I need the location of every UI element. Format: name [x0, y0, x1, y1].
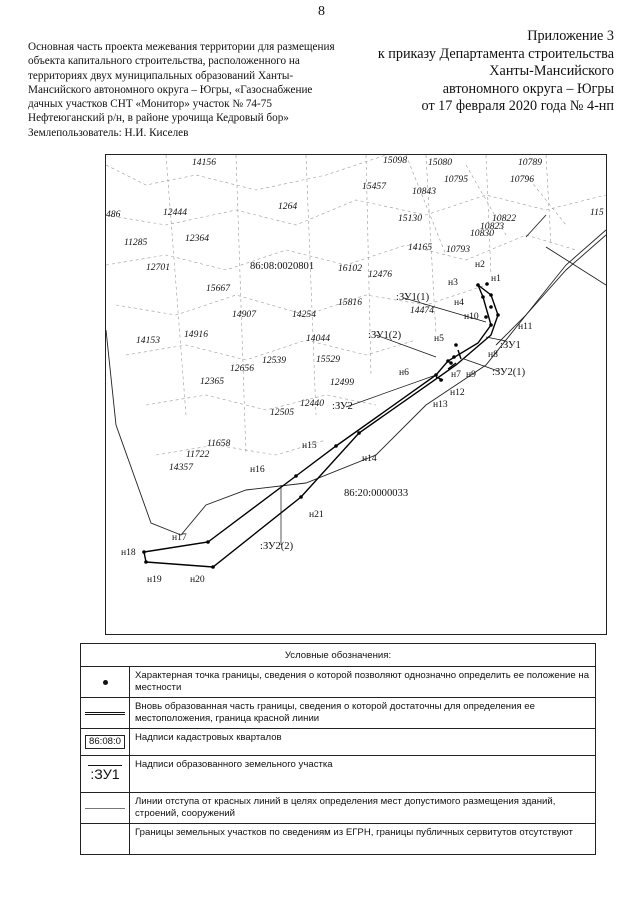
point-label: н21	[309, 509, 324, 520]
point-label: н6	[399, 367, 409, 378]
point-marker-icon	[103, 680, 108, 685]
parcel-label: 486	[106, 209, 121, 220]
land-user: Землепользователь: Н.И. Киселев	[28, 126, 189, 139]
parcel-label: 14357	[169, 462, 193, 473]
point-label: н15	[302, 440, 317, 451]
legend-text: Надписи образованного земельного участка	[135, 759, 333, 770]
point-label: н2	[475, 259, 485, 270]
double-line-icon	[85, 712, 125, 715]
point-label: н1	[491, 273, 501, 284]
legend-row	[81, 824, 595, 854]
parcel-label: 1264	[278, 201, 298, 212]
parcel-label: 10795	[444, 174, 468, 185]
parcel-label: 15457	[362, 181, 386, 192]
parcel-label: 11285	[124, 237, 148, 248]
point-label: н9	[466, 369, 476, 380]
point-label: н11	[518, 321, 533, 332]
legend-symbol	[81, 793, 130, 823]
legend-row	[81, 667, 595, 698]
parcel-label: 10830	[470, 228, 494, 239]
appendix-line: Приложение 3	[527, 28, 614, 44]
parcel-label: 10796	[510, 174, 534, 185]
parcel-label: 16102	[338, 263, 362, 274]
legend-text: Надписи кадастровых кварталов	[135, 732, 282, 743]
survey-map	[105, 154, 607, 635]
parcel-label: 12365	[200, 376, 224, 387]
point-label: н3	[448, 277, 458, 288]
point-label: н20	[190, 574, 205, 585]
parcel-label: 115	[590, 207, 604, 218]
map-legend	[80, 643, 596, 855]
intro-line: объекта капитального строительства, расположенного на	[28, 55, 300, 68]
parcel-label: 12364	[185, 233, 209, 244]
parcel-label: 14044	[306, 333, 330, 344]
point-label: н19	[147, 574, 162, 585]
appendix-line: от 17 февраля 2020 года № 4-нп	[421, 98, 614, 114]
appendix-line: к приказу Департамента строительства	[377, 45, 614, 62]
land-plot-label: :ЗУ2(2)	[260, 541, 294, 552]
intro-line: Мансийского автономного округа – Югры, «Газоснабжение	[28, 83, 313, 96]
intro-line: дачных участков СНТ «Монитор» участок № 74-75	[28, 98, 272, 111]
legend-title: Условные обозначения:	[81, 644, 595, 667]
legend-symbol	[81, 698, 130, 728]
point-label: н14	[362, 453, 377, 464]
parcel-label: 15529	[316, 354, 340, 365]
appendix-header	[354, 28, 614, 116]
parcel-label: 12656	[230, 363, 254, 374]
parcel-label: 14254	[292, 309, 316, 320]
point-label: н16	[250, 464, 265, 475]
parcel-label: 10793	[446, 244, 470, 255]
parcel-label: 14474	[410, 305, 434, 316]
point-label: н10	[464, 311, 479, 322]
parcel-label: 14165	[408, 242, 432, 253]
intro-line: Нефтеюганский р/н, в районе урочища Кедровый бор»	[28, 112, 289, 125]
parcel-label: 12476	[368, 269, 392, 280]
parcel-label: 12499	[330, 377, 354, 388]
legend-text: Вновь образованная часть границы, сведения о которой достаточны для определения ее местоположения, граница красной линии	[135, 701, 535, 724]
parcel-label: 12505	[270, 407, 294, 418]
parcel-label: 11722	[186, 449, 210, 460]
legend-row	[81, 793, 595, 824]
land-plot-label: :ЗУ1	[500, 340, 521, 351]
legend-symbol	[81, 667, 130, 697]
point-label: н7	[451, 369, 461, 380]
parcel-label: 10843	[412, 186, 436, 197]
parcel-label: 11658	[207, 438, 231, 449]
boundary-points	[142, 282, 500, 569]
point-label: н8	[488, 349, 498, 360]
parcel-label: 15098	[383, 155, 407, 166]
parcel-label: 15816	[338, 297, 362, 308]
land-plot-label: :ЗУ1(1)	[396, 292, 430, 303]
parcel-label: 12444	[163, 207, 187, 218]
intro-line: Основная часть проекта межевания территории для размещения	[28, 41, 335, 53]
legend-row	[81, 756, 595, 793]
point-label: н4	[454, 297, 464, 308]
point-label: н17	[172, 532, 187, 543]
designed-plot-boundary	[144, 285, 498, 567]
appendix-line: Ханты-Мансийского	[489, 63, 614, 79]
quarter-label-sample: 86:08:0	[85, 735, 125, 749]
map-drawing	[106, 155, 606, 634]
point-label: н5	[434, 333, 444, 344]
parcel-label: 14916	[184, 329, 208, 340]
land-plot-label: :ЗУ2	[332, 401, 353, 412]
legend-text: Границы земельных участков по сведениям из ЕГРН, границы публичных сервитутов отсутствуют	[135, 827, 573, 838]
point-label: н18	[121, 547, 136, 558]
parcel-label: 15130	[398, 213, 422, 224]
cadastral-quarter-label: 86:08:0020801	[250, 261, 315, 272]
parcel-label: 12440	[300, 398, 324, 409]
appendix-line: автономного округа – Югры	[442, 80, 614, 97]
cadastral-quarter-label: 86:20:0000033	[344, 488, 409, 499]
land-plot-label: :ЗУ2(1)	[492, 367, 526, 378]
document-intro	[28, 40, 354, 140]
parcel-label: 10822	[492, 213, 516, 224]
parcel-label: 14156	[192, 157, 216, 168]
legend-symbol	[81, 824, 130, 854]
parcel-label: 12539	[262, 355, 286, 366]
legend-symbol	[81, 729, 130, 755]
page-number: 8	[318, 4, 325, 19]
legend-symbol	[81, 756, 130, 792]
parcel-label: 15667	[206, 283, 230, 294]
land-plot-label: :ЗУ1(2)	[368, 330, 402, 341]
intro-line: территориях двух муниципальных образований Ханты-	[28, 69, 294, 82]
point-label: н13	[433, 399, 448, 410]
parcel-label: 10823	[480, 221, 504, 232]
legend-row	[81, 729, 595, 756]
setback-line-icon	[85, 808, 125, 809]
parcel-label: 10789	[518, 157, 542, 168]
point-label: н12	[450, 387, 465, 398]
legend-text: Характерная точка границы, сведения о которой позволяют однозначно определить ее положение на местности	[135, 670, 590, 693]
parcel-label: 14907	[232, 309, 256, 320]
legend-row	[81, 698, 595, 729]
parcel-label: 15080	[428, 157, 452, 168]
plot-label-sample: :ЗУ1	[90, 766, 120, 783]
parcel-label: 12701	[146, 262, 170, 273]
legend-text: Линии отступа от красных линий в целях определения мест допустимого размещения зданий, строений, сооружений	[135, 796, 556, 819]
parcel-label: 14153	[136, 335, 160, 346]
